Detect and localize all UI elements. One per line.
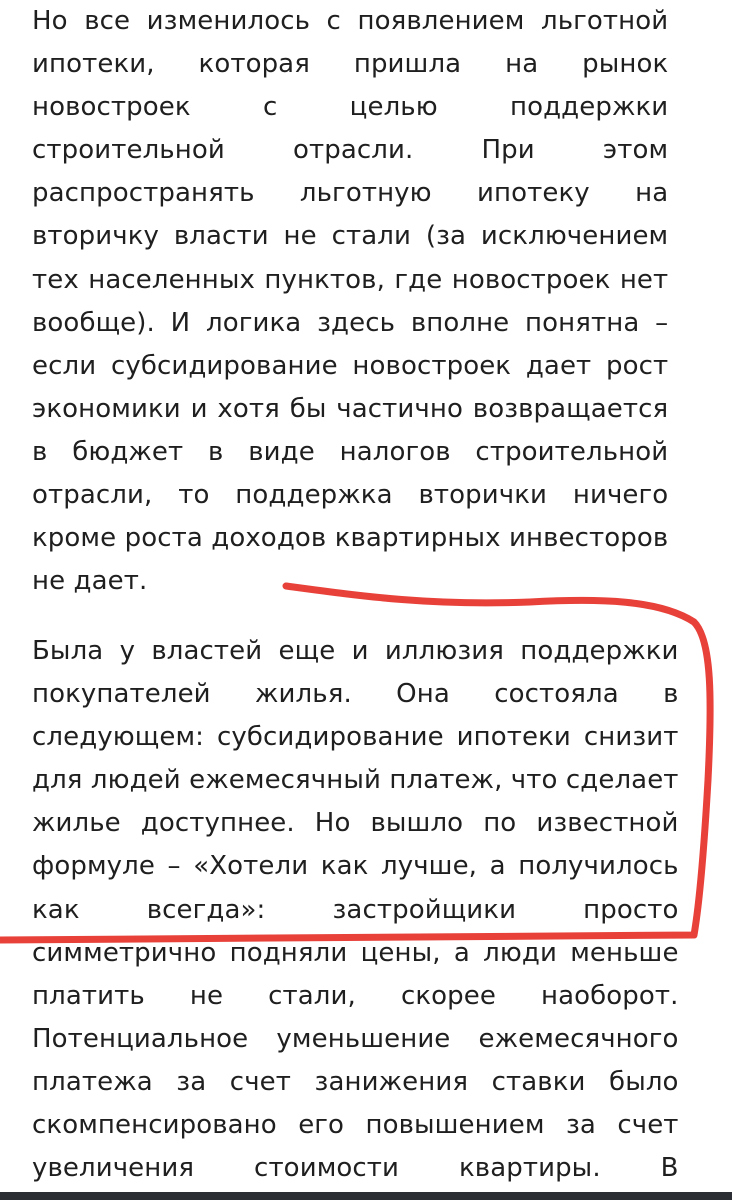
text-line: Потенциальное уменьшение ежемесячного bbox=[32, 1023, 679, 1054]
text-line: распространять льготную ипотеку на bbox=[32, 178, 669, 209]
text-line: платежа за счет занижения ставки было bbox=[32, 1066, 679, 1097]
text-line: новостроек с целью поддержки bbox=[32, 92, 669, 123]
bottom-bar bbox=[0, 1192, 732, 1200]
paragraph-2 bbox=[32, 630, 679, 1190]
text-line: строительной отрасли. При этом bbox=[32, 135, 669, 166]
paragraph-1 bbox=[32, 0, 668, 603]
text-line: Была у властей еще и иллюзия поддержки bbox=[32, 636, 679, 666]
text-line: если субсидирование новостроек дает рост bbox=[32, 350, 669, 381]
text-line: покупателей жилья. Она состояла в bbox=[32, 679, 679, 710]
text-line: вообще). И логика здесь вполне понятна – bbox=[32, 307, 669, 338]
text-line: жилье доступнее. Но вышло по известной bbox=[32, 808, 679, 839]
text-line: следующем: субсидирование ипотеки снизит bbox=[32, 722, 679, 753]
text-line: тех населенных пунктов, где новостроек нет bbox=[32, 264, 669, 295]
text-line: ипотеки, которая пришла на рынок bbox=[32, 49, 669, 80]
text-line: как всегда»: застройщики просто bbox=[32, 894, 679, 925]
text-line: формуле – «Хотели как лучше, а получилось bbox=[32, 851, 679, 882]
text-line: вторичку власти не стали (за исключением bbox=[32, 221, 669, 252]
text-line: экономики и хотя бы частично возвращается bbox=[32, 393, 669, 424]
text-line: отрасли, то поддержка вторички ничего bbox=[32, 480, 669, 511]
text-line: кроме роста доходов квартирных инвесторов bbox=[32, 523, 669, 554]
text-line: скомпенсировано его повышением за счет bbox=[32, 1110, 679, 1141]
text-line: симметрично подняли цены, а люди меньше bbox=[32, 937, 679, 968]
text-line: не дает. bbox=[32, 566, 148, 597]
text-line: увеличения стоимости квартиры. В bbox=[32, 1153, 679, 1184]
text-line: для людей ежемесячный платеж, что сделает bbox=[32, 765, 679, 796]
text-line: в бюджет в виде налогов строительной bbox=[32, 436, 669, 467]
text-line: платить не стали, скорее наоборот. bbox=[32, 980, 679, 1011]
text-line: Но все изменилось с появлением льготной bbox=[32, 6, 669, 36]
